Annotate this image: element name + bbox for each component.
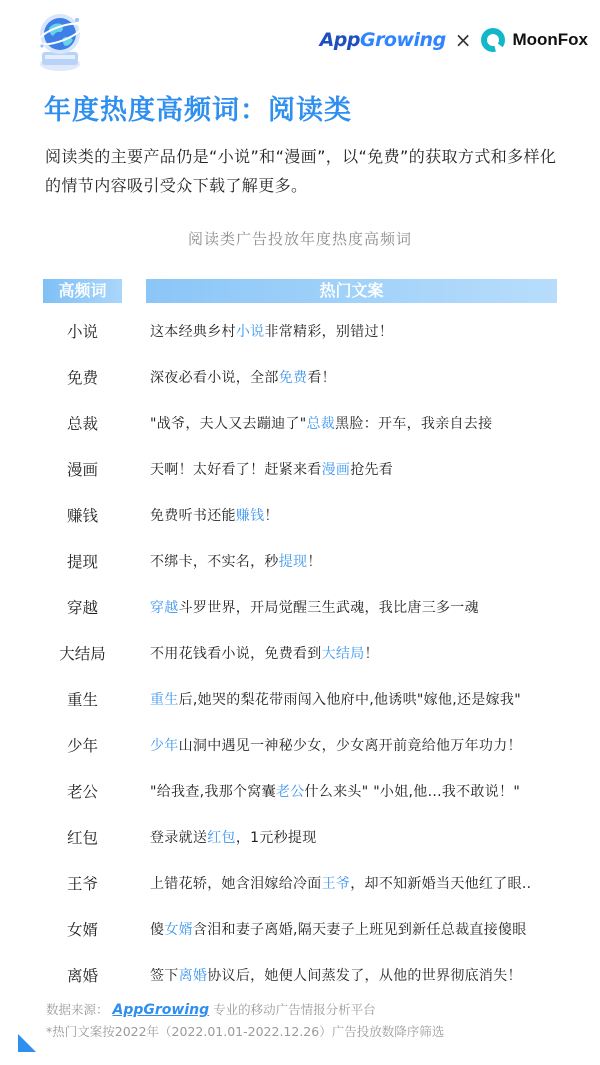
copy-cell: 穿越斗罗世界，开局觉醒三生武魂，我比唐三多一魂 (150, 600, 479, 616)
table-row (0, 538, 600, 584)
table-row (0, 676, 600, 722)
keyword-cell: 大结局 (59, 645, 106, 663)
table-row (0, 768, 600, 814)
table-row (0, 400, 600, 446)
table-row (0, 492, 600, 538)
globe-icon (32, 8, 88, 74)
table-row (0, 308, 600, 354)
keyword-cell: 重生 (66, 691, 98, 709)
header-copy: 热门文案 (146, 279, 557, 303)
source-label: 数据来源： (46, 1002, 109, 1017)
copy-cell: 不用花钱看小说，免费看到大结局！ (150, 646, 379, 662)
brand-separator: × (454, 28, 472, 52)
keyword-cell: 提现 (66, 553, 98, 571)
keyword-cell: 小说 (66, 323, 98, 341)
page-title: 年度热度高频词：阅读类 (44, 95, 352, 126)
brand-logos (320, 26, 588, 54)
keyword-cell: 离婚 (66, 967, 98, 985)
intro-paragraph: 阅读类的主要产品仍是“小说”和“漫画”，以“免费”的获取方式和多样化的情节内容吸引受众下载了解更多。 (45, 147, 557, 195)
copy-cell: 免费听书还能赚钱！ (150, 508, 279, 524)
appgrowing-link[interactable]: AppGrowing (112, 1002, 210, 1018)
copy-cell: 深夜必看小说，全部免费看！ (150, 370, 336, 386)
copy-cell: "给我查,我那个窝囊老公什么来头" "小姐,他...我不敢说！" (150, 784, 521, 800)
copy-cell: 这本经典乡村小说非常精彩，别错过！ (150, 324, 394, 340)
table-row (0, 814, 600, 860)
table-row (0, 952, 600, 998)
data-source (46, 1000, 376, 1018)
keyword-cell: 漫画 (66, 461, 98, 479)
source-description: 专业的移动广告情报分析平台 (213, 1002, 376, 1017)
keyword-cell: 老公 (66, 783, 98, 801)
copy-cell: 重生后,她哭的梨花带雨闯入他府中,他诱哄"嫁他,还是嫁我" (150, 692, 521, 708)
moonfox-icon (480, 27, 506, 53)
keyword-cell: 免费 (66, 369, 98, 387)
copy-cell: "战爷，夫人又去蹦迪了"总裁黑脸：开车，我亲自去接 (150, 416, 493, 432)
keyword-cell: 红包 (66, 829, 98, 847)
copy-cell: 少年山洞中遇见一神秘少女，少女离开前竟给他万年功力！ (150, 738, 522, 754)
table-row (0, 446, 600, 492)
table-row (0, 354, 600, 400)
table-row (0, 906, 600, 952)
copy-cell: 不绑卡，不实名，秒提现！ (150, 554, 322, 570)
corner-triangle-icon (18, 1034, 36, 1052)
table-subtitle: 阅读类广告投放年度热度高频词 (187, 230, 412, 248)
keyword-cell: 少年 (66, 737, 98, 755)
keyword-cell: 女婿 (66, 921, 98, 939)
copy-cell: 天啊！太好看了！赶紧来看漫画抢先看 (150, 462, 394, 478)
keyword-cell: 赚钱 (66, 507, 98, 525)
table-row (0, 630, 600, 676)
copy-cell: 上错花轿，她含泪嫁给冷面王爷，却不知新婚当天他红了眼.. (150, 876, 532, 892)
header-keyword: 高频词 (43, 279, 122, 303)
moonfox-logo: MoonFox (512, 30, 588, 49)
keyword-cell: 穿越 (66, 599, 98, 617)
footnote: *热门文案按2022年（2022.01.01-2022.12.26）广告投放数降序筛选 (46, 1024, 445, 1039)
appgrowing-logo: AppGrowing (319, 29, 446, 51)
copy-cell: 傻女婿含泪和妻子离婚,隔天妻子上班见到新任总裁直接傻眼 (150, 922, 527, 938)
copy-cell: 登录就送红包，1元秒提现 (150, 830, 317, 846)
table-row (0, 722, 600, 768)
copy-cell: 签下离婚协议后，她便人间蒸发了，从他的世界彻底消失！ (150, 968, 522, 984)
table-row (0, 584, 600, 630)
keyword-cell: 总裁 (66, 415, 98, 433)
table-row (0, 860, 600, 906)
keyword-cell: 王爷 (66, 875, 98, 893)
